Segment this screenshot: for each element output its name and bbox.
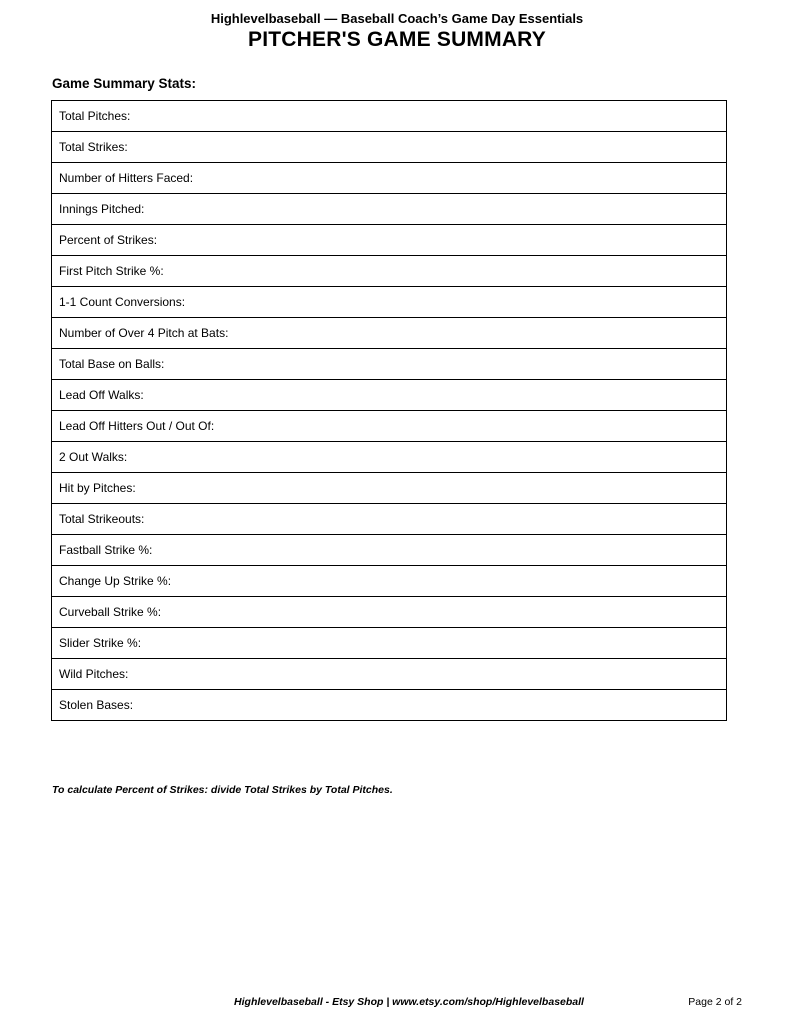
- stat-label[interactable]: Number of Hitters Faced:: [52, 163, 727, 194]
- table-row: [52, 163, 727, 194]
- stat-label[interactable]: Wild Pitches:: [52, 659, 727, 690]
- table-row: [52, 225, 727, 256]
- table-row: [52, 101, 727, 132]
- stat-label[interactable]: Number of Over 4 Pitch at Bats:: [52, 318, 727, 349]
- stat-label[interactable]: Lead Off Walks:: [52, 380, 727, 411]
- table-row: [52, 349, 727, 380]
- table-row: [52, 473, 727, 504]
- stat-label[interactable]: 1-1 Count Conversions:: [52, 287, 727, 318]
- table-row: [52, 690, 727, 721]
- stat-label[interactable]: Slider Strike %:: [52, 628, 727, 659]
- table-row: [52, 535, 727, 566]
- footer-shop-link: Highlevelbaseball - Etsy Shop | www.etsy.com/shop/Highlevelbaseball: [234, 996, 584, 1008]
- stat-label[interactable]: Fastball Strike %:: [52, 535, 727, 566]
- stat-label[interactable]: First Pitch Strike %:: [52, 256, 727, 287]
- stat-label[interactable]: 2 Out Walks:: [52, 442, 727, 473]
- stat-label[interactable]: Lead Off Hitters Out / Out Of:: [52, 411, 727, 442]
- stat-label[interactable]: Total Pitches:: [52, 101, 727, 132]
- stat-label[interactable]: Total Strikeouts:: [52, 504, 727, 535]
- stat-label[interactable]: Total Base on Balls:: [52, 349, 727, 380]
- table-row: [52, 659, 727, 690]
- table-row: [52, 256, 727, 287]
- section-heading: Game Summary Stats:: [52, 76, 197, 91]
- brand-line: Highlevelbaseball — Baseball Coach’s Game Day Essentials: [210, 11, 584, 26]
- page-number: Page 2 of 2: [688, 996, 742, 1008]
- stat-label[interactable]: Total Strikes:: [52, 132, 727, 163]
- table-row: [52, 504, 727, 535]
- table-row: [52, 566, 727, 597]
- stat-label[interactable]: Innings Pitched:: [52, 194, 727, 225]
- table-row: [52, 287, 727, 318]
- footnote: To calculate Percent of Strikes: divide Total Strikes by Total Pitches.: [52, 784, 393, 796]
- table-row: [52, 380, 727, 411]
- stat-label[interactable]: Stolen Bases:: [52, 690, 727, 721]
- stat-label[interactable]: Hit by Pitches:: [52, 473, 727, 504]
- table-row: [52, 318, 727, 349]
- table-row: [52, 411, 727, 442]
- table-row: [52, 628, 727, 659]
- table-row: [52, 442, 727, 473]
- stat-label[interactable]: Curveball Strike %:: [52, 597, 727, 628]
- page-title: PITCHER'S GAME SUMMARY: [248, 28, 546, 51]
- stat-label[interactable]: Change Up Strike %:: [52, 566, 727, 597]
- table-row: [52, 132, 727, 163]
- table-row: [52, 194, 727, 225]
- stat-label[interactable]: Percent of Strikes:: [52, 225, 727, 256]
- table-row: [52, 597, 727, 628]
- stats-table: [51, 100, 727, 721]
